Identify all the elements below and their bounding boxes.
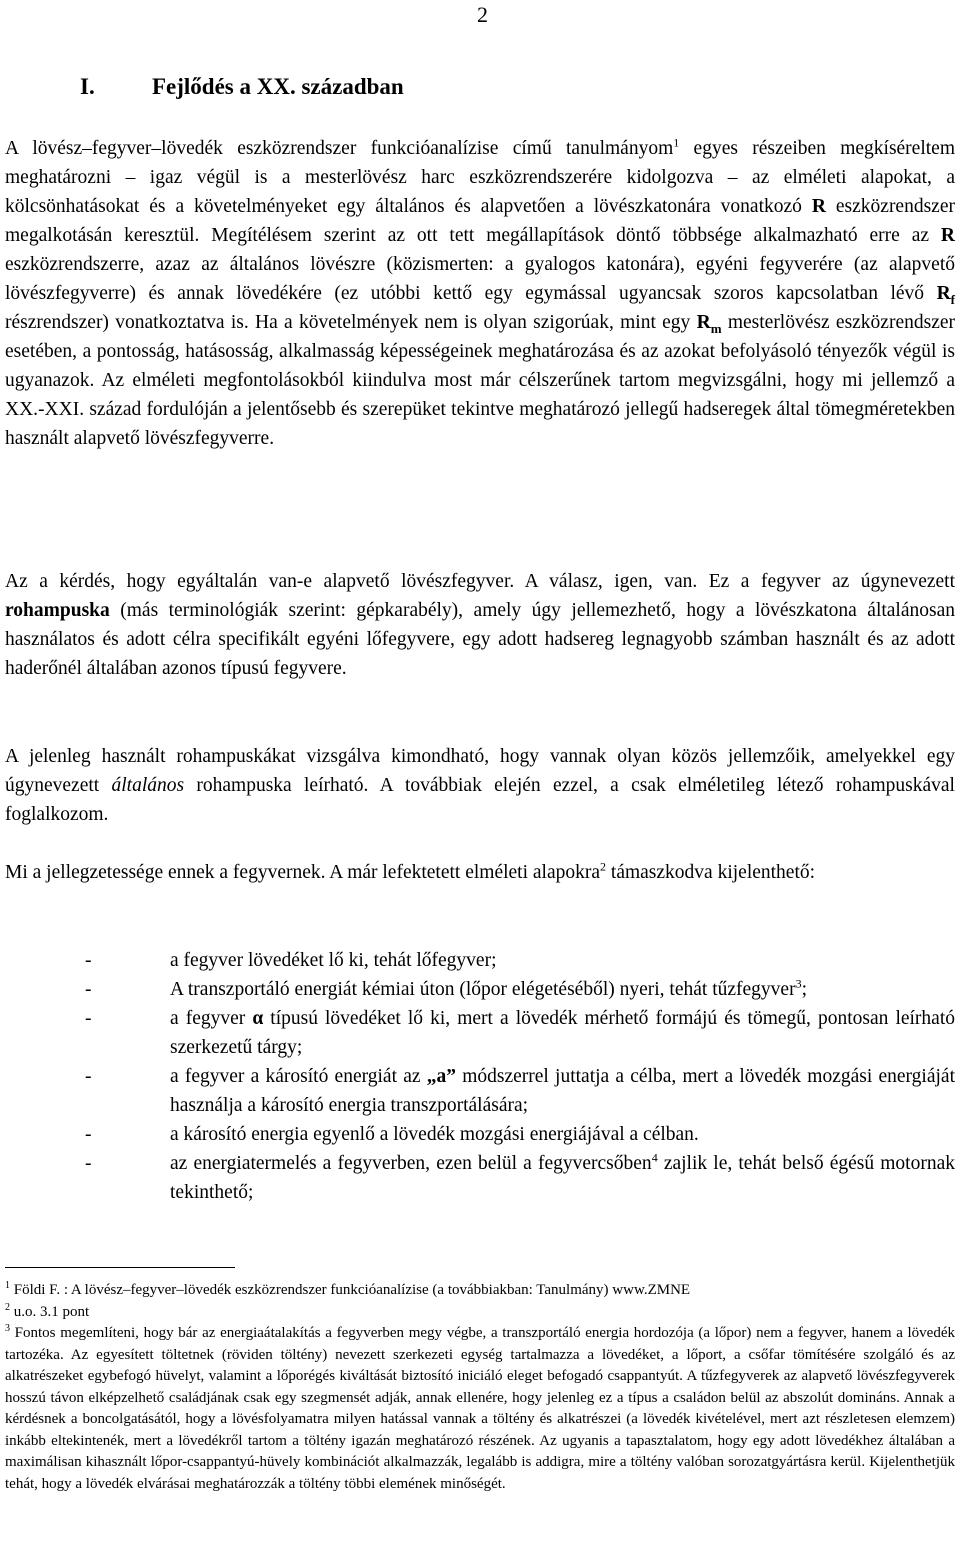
text-run: (más terminológiák szerint: gépkarabély), amely úgy jellemezhető, hogy a lövészkatona általánosan használatos és adott célra specifikált egyéni lőfegyvere, egy adott hadsereg legnagyobb számban használt és az adott haderőnél általában azonos típusú fegyvere. <box>5 600 955 679</box>
footnote-1 <box>5 1280 955 1302</box>
text-run: a károsító energia egyenlő a lövedék mozgási energiájával a célban. <box>170 1124 699 1145</box>
paragraph-1 <box>5 134 955 453</box>
text-run: mesterlövész eszközrendszer esetében, a pontosság, hatásosság, alkalmasság képességeinek meghatározása és az azokat befolyásoló tényezők végül is ugyanazok. Az elméleti megfontolásokból kiindulva most már célszerűnek tartom megvizsgálni, hogy mi jellemző a XX.-XXI. század fordulóján a jelentősebb és szerepüket tekintve meghatározó jellegű hadseregek által tömegméretekben használt alapvető lövészfegyverre. <box>5 312 956 449</box>
section-heading <box>80 74 404 100</box>
footnote-number: 1 <box>5 1280 10 1291</box>
footnote-text: Földi F. : A lövész–fegyver–lövedék eszközrendszer funkcióanalízise (a továbbiakban: Tanulmány) www.ZMNE <box>13 1282 691 1298</box>
text-run: Az a kérdés, hogy egyáltalán van-e alapvető lövészfegyver. A válasz, igen, van. Ez a fegyver az úgynevezett <box>5 571 955 592</box>
text-run: típusú lövedéket lő ki, mert a lövedék mérhető formájú és tömegű, pontosan leírható szerkezetű tárgy; <box>170 1008 956 1058</box>
paragraph-3 <box>5 742 955 829</box>
text-run: ; <box>801 979 807 1000</box>
paragraph-2 <box>5 567 955 683</box>
symbol-Rf <box>936 283 955 307</box>
text-run: a fegyver a károsító energiát az <box>170 1066 427 1087</box>
text-run: Mi a jellegzetessége ennek a fegyvernek. A már lefektetett elméleti alapokra <box>5 862 601 883</box>
text-run: A jelenleg használt rohampuskákat vizsgálva kimondható, hogy vannak olyan közös jellemzőik, amelyekkel egy úgynevezett <box>5 746 955 796</box>
text-run: módszerrel juttatja a célba, mert a lövedék mozgási energiáját használja a károsító energia transzportálására; <box>170 1066 955 1116</box>
symbol-letter: R <box>696 312 711 333</box>
text-run: a fegyver lövedéket lő ki, tehát lőfegyver; <box>170 950 497 971</box>
text-run: a fegyver <box>170 1008 253 1029</box>
footnotes <box>5 1280 955 1495</box>
list-dash: - <box>85 979 92 1000</box>
list-dash: - <box>85 1124 92 1145</box>
text-run: egyes részeiben megkíséreltem meghatározni – igaz végül is a mesterlövész harc eszközrendszerére kidolgozva – az elméleti alapokat, a kölcsönhatásokat és a követelményeket egy általános és alapvetően a lövészkatonára vonatkozó <box>5 138 955 217</box>
text-run: támaszkodva kijelenthető: <box>606 862 816 883</box>
footnote-ref-4: 4 <box>651 1150 658 1165</box>
list-item <box>5 946 955 975</box>
characteristics-list <box>5 946 955 1207</box>
footnote-text: Fontos megemlíteni, hogy bár az energiaátalakítás a fegyverben megy végbe, a transzportáló energia hordozója (a lőpor) nem a fegyver, hanem a lövedék tartozéka. Az egyesített töltetnek (röviden töltény) nevezett szerkezeti egység tartalmazza a lövedéket, a lőport, a csőfar tömítésére szolgáló és az alkatrészeket egybefogó hüvelyt, valamint a lőporégés kiváltását biztosító iniciáló eleget befogadó csappantyút. A tűzfegyverek az alapvető lövészfegyverek hosszú távon elképzelhető családjának csak egy szegmensét adják, annak ellenére, hogy jelenleg ez a típus a családon belül az abszolút domináns. Annak a kérdésnek a boncolgatásától, hogy a lövésfolyamatra milyen hatással vannak a töltény és alkatrészei (a lövedék kivételével, mert azt részletesen elemzem) inkább eltekintenék, mert a lövedékről tartom a töltény igazán meghatározó részének. Az ugyanis a tapasztalatom, hogy egy adott lövedékhez általában a maximálisan kihasznált lőpor-csappantyú-hüvely kombinációt alkalmazzák, legalább is addigra, mire a töltény valóban sorozatgyártásra kerül. Kijelenthetjük tehát, hogy a lövedék elvárásai meghatározzák a töltény többi elemének minőségét. <box>5 1325 956 1492</box>
list-item <box>5 1149 955 1207</box>
list-dash: - <box>85 1008 92 1029</box>
list-dash: - <box>85 1066 92 1087</box>
symbol-R: R <box>811 196 826 217</box>
text-run: rohampuska leírható. A továbbiak elején ezzel, a csak elméletileg létező rohampuskával foglalkozom. <box>5 775 955 825</box>
footnote-ref-2: 2 <box>600 859 607 874</box>
text-run: eszközrendszerre, azaz az általános lövészre (közismerten: a gyalogos katonára), egyéni fegyverére (az alapvető lövészfegyverre) és annak lövedékére (ez utóbbi kettő egy egymással ugyancsak szoros kapcsolatban lévő <box>5 254 955 304</box>
symbol-R: R <box>940 225 955 246</box>
text-run: részrendszer) vonatkoztatva is. Ha a követelmények nem is olyan szigorúak, mint egy <box>5 312 697 333</box>
list-dash: - <box>85 950 92 971</box>
list-item <box>5 1062 955 1120</box>
emphasis-altalanos: általános <box>111 775 185 796</box>
footnote-number: 3 <box>5 1323 10 1334</box>
text-run: A lövész–fegyver–lövedék eszközrendszer funkcióanalízise című tanulmányom <box>5 138 674 159</box>
list-item <box>5 1120 955 1149</box>
footnote-ref-1: 1 <box>673 135 680 150</box>
list-dash: - <box>85 1153 92 1174</box>
footnote-separator <box>5 1267 235 1268</box>
footnote-ref-3: 3 <box>795 976 802 991</box>
text-run: az energiatermelés a fegyverben, ezen belül a fegyvercsőben <box>170 1153 652 1174</box>
method-a: „a” <box>426 1066 456 1087</box>
footnote-number: 2 <box>5 1301 10 1313</box>
list-item <box>5 1004 955 1062</box>
footnote-2 <box>5 1302 955 1324</box>
text-run: zajlik le, tehát belső égésű motornak tekinthető; <box>170 1153 955 1203</box>
footnote-3 <box>5 1323 955 1495</box>
section-number: I. <box>80 74 95 99</box>
footnote-text: u.o. 3.1 pont <box>13 1303 90 1320</box>
symbol-subscript: f <box>950 291 955 307</box>
list-item <box>5 975 955 1004</box>
symbol-subscript: m <box>710 320 722 336</box>
page-number: 2 <box>477 2 488 27</box>
symbol-alpha: α <box>252 1008 264 1029</box>
term-rohampuska: rohampuska <box>5 600 110 621</box>
text-run: eszközrendszer megalkotásán keresztül. Megítélésem szerint az ott tett megállapítások döntő többsége alkalmazható erre az <box>5 196 955 246</box>
text-run: A transzportáló energiát kémiai úton (lőpor elégetéséből) nyeri, tehát tűzfegyver <box>170 979 796 1000</box>
symbol-letter: R <box>936 283 951 304</box>
symbol-Rm <box>696 312 722 336</box>
section-title: Fejlődés a XX. században <box>152 74 404 99</box>
paragraph-4 <box>5 858 955 887</box>
